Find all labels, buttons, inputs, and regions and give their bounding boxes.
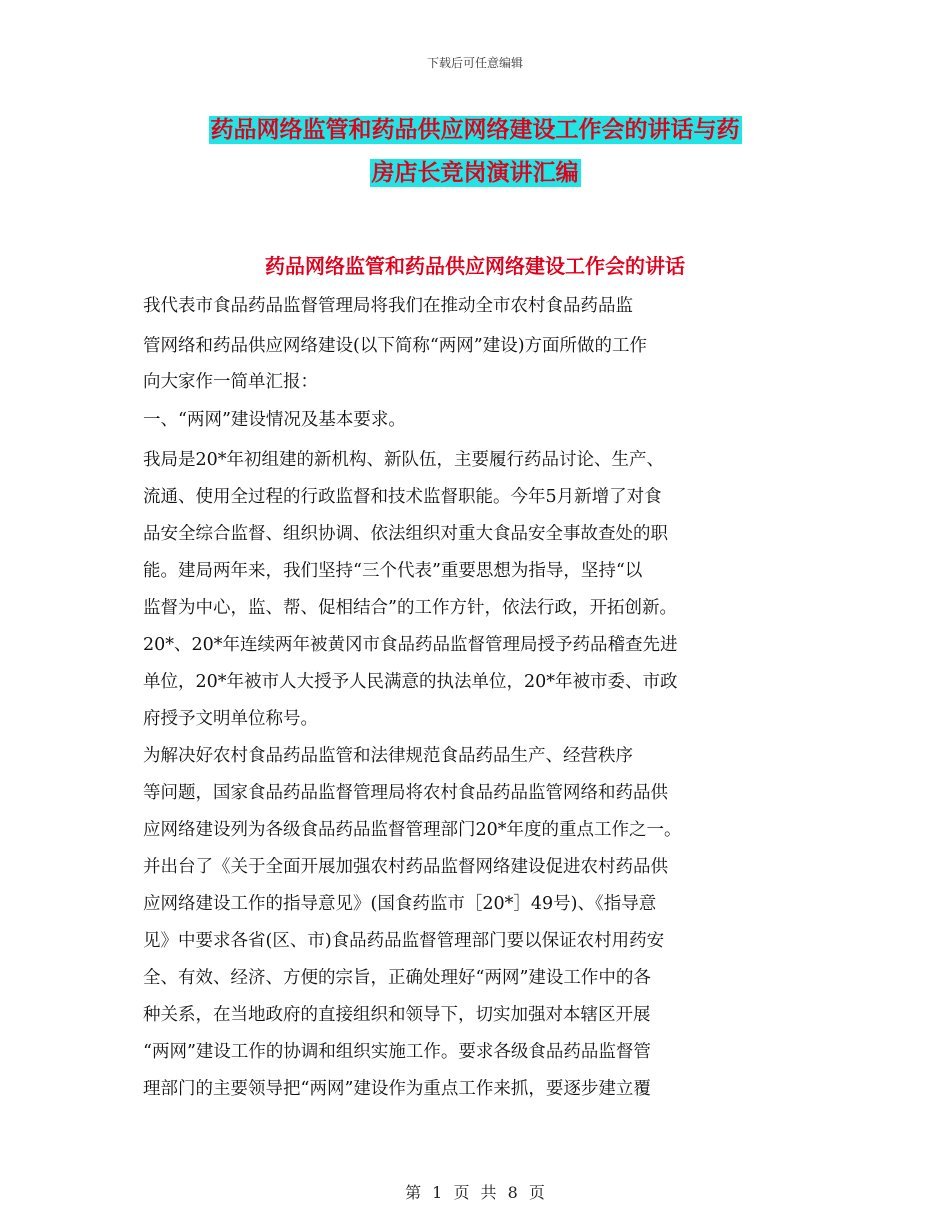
body-line: 应网络建设工作的指导意见》(国食药监市［20*］49号)、《指导意 [143,894,657,914]
body-line: 为解决好农村食品药品监管和法律规范食品药品生产、经营秩序 [143,746,633,766]
body-line: 流通、使用全过程的行政监督和技术监督职能。今年5月新增了对食 [143,487,662,507]
body-line: 并出台了《关于全面开展加强农村药品监督网络建设促进农村药品供 [143,857,668,877]
section-title: 药品网络监管和药品供应网络建设工作会的讲话 [265,254,685,278]
header-note: 下载后可任意编辑 [426,56,523,70]
body-line: 向大家作一简单汇报： [143,372,318,392]
body-line: 管网络和药品供应网络建设(以下简称“两网”建设)方面所做的工作 [143,336,648,356]
body-line: 20*、20*年连续两年被黄冈市食品药品监督管理局授予药品稽查先进 [143,635,678,655]
body-line: 一、“两网”建设情况及基本要求。 [143,410,406,430]
body-line: 种关系，在当地政府的直接组织和领导下，切实加强对本辖区开展 [143,1005,651,1025]
body-line: 我局是20*年初组建的新机构、新队伍，主要履行药品讨论、生产、 [143,450,665,470]
document-title-line-2 [0,158,950,188]
document-title-line-1 [0,115,950,145]
body-line: 理部门的主要领导把“两网”建设作为重点工作来抓，要逐步建立覆 [143,1079,651,1099]
body-line: 府授予文明单位称号。 [143,709,318,729]
body-line: 能。建局两年来，我们坚持“三个代表”重要思想为指导，坚持“以 [143,561,643,581]
title-highlight-1: 药品网络监管和药品供应网络建设工作会的讲话与药 [210,117,740,143]
title-highlight-2: 房店长竞岗演讲汇编 [371,160,579,186]
body-line: 单位，20*年被市人大授予人民满意的执法单位，20*年被市委、市政 [143,672,678,692]
body-line: 品安全综合监督、组织协调、依法组织对重大食品安全事故查处的职 [143,524,668,544]
body-line: 应网络建设列为各级食品药品监督管理部门20*年度的重点工作之一。 [143,820,682,840]
body-line: “两网”建设工作的协调和组织实施工作。要求各级食品药品监督管 [143,1042,651,1062]
body-line: 全、有效、经济、方便的宗旨，正确处理好“两网”建设工作中的各 [143,968,651,988]
body-line: 见》中要求各省(区、市)食品药品监督管理部门要以保证农村用药安 [143,931,665,951]
body-line: 监督为中心，监、帮、促相结合”的工作方针，依法行政，开拓创新。 [143,598,677,618]
body-line: 等问题，国家食品药品监督管理局将农村食品药品监管网络和药品供 [143,783,668,803]
body-line: 我代表市食品药品监督管理局将我们在推动全市农村食品药品监 [143,296,633,316]
page-number: 第 1 页 共 8 页 [405,1183,545,1202]
